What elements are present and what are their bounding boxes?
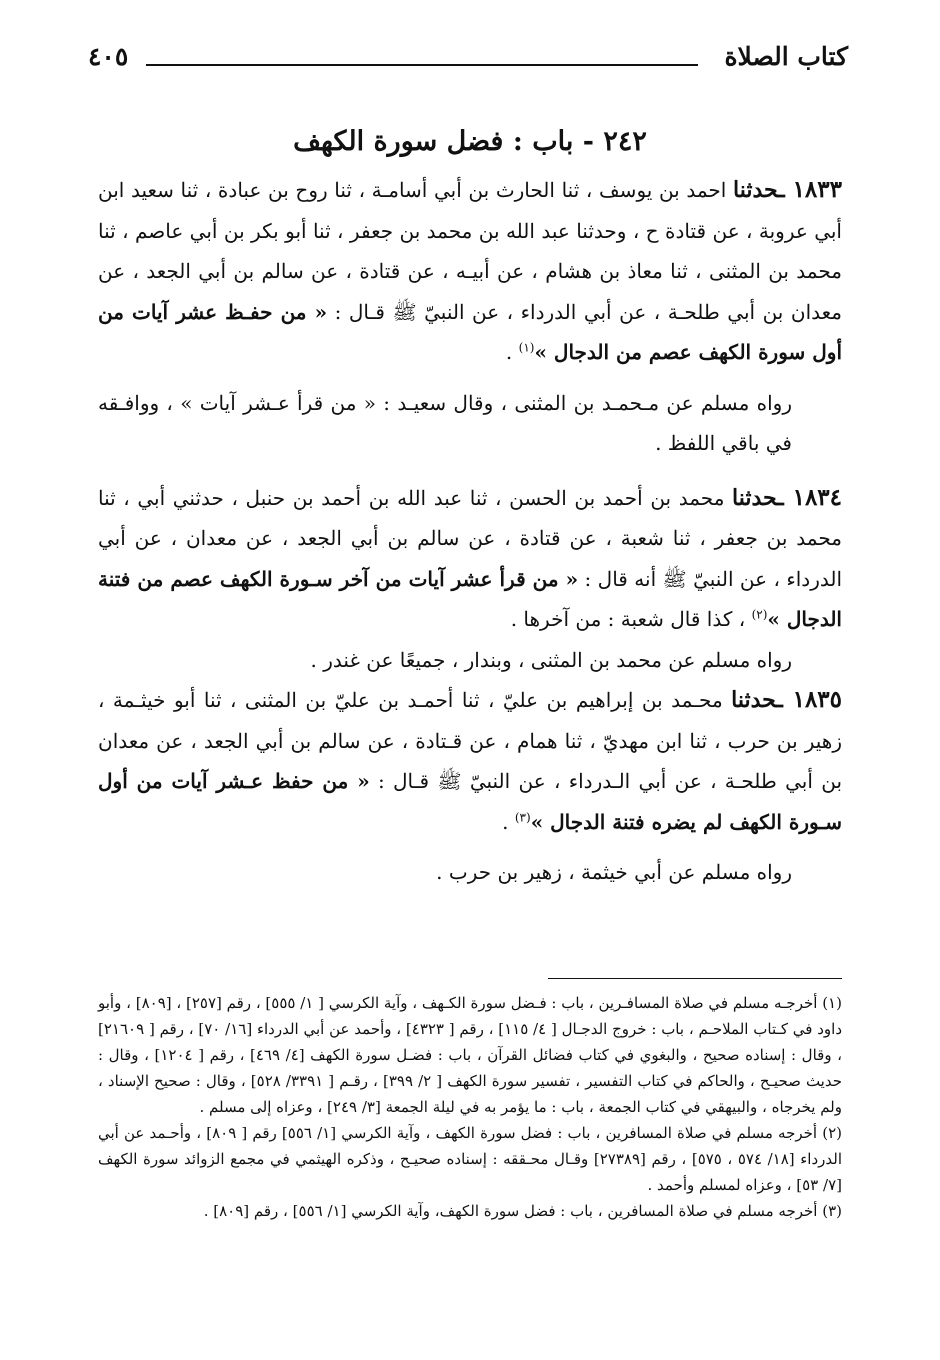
hadith-keyword: حدثنا [731, 687, 777, 713]
header-rule [146, 64, 698, 66]
hadith-text: ١٨٣٤ ـحدثنا محمد بن أحمد بن الحسن ، ثنا عبد الله بن أحمد بن حنبل ، حدثني أبي ، ثنا محمد بن جعفر ، ثنا شعبة ، عن قتادة ، عن سالم بن أبي الجعد ، عن معدان ، عن أبي الدرداء ، عن النبيّ ﷺ أنه قال : « من قرأ عشر آيات من آخر سـورة الكهف عصم من فتنة الدجال »$^{(٢)}$ ، كذا قال شعبة : من آخرها . [98, 483, 843, 631]
hadith-quote: « من حفظ عـشر آيات من أول سـورة الكهف لم يضره فتنة الدجال » [98, 769, 842, 834]
hadith-quote: « من حفـظ عشر آيات من أول سورة الكهف عصم من الدجال » [98, 299, 842, 364]
page-number: ٤٠٥ [88, 42, 129, 71]
hadith-keyword: حدثنا [732, 177, 779, 203]
footnote-ref[interactable]: (١) [518, 340, 535, 355]
riwaya-note: رواه مسلم عن محمد بن المثنى ، وبندار ، جميعًا عن غندر . [310, 647, 792, 672]
footnote-2: (٢) أخرجه مسلم في صلاة المسافرين ، باب : فضل سورة الكهف ، وآية الكرسي [١/ ٥٥٦] رقم [ ٨٠٩] ، وأحـمد عن أبي الدرداء [١٨/ ٥٧٤ ، ٥٧٥] ، رقم [٢٧٣٨٩] وقـال محـققه : إسناده صحيـح ، وذكره الهيثمي في مجمع الزوائد سورة الكهف [٧/ ٥٣] ، وعزاه لمسلم وأحمد . [98, 1124, 843, 1194]
hadith-chain: محمد بن أحمد بن الحسن ، ثنا عبد الله بن أحمد بن حنبل ، حدثني أبي ، ثنا محمد بن جعفر ، ثنا شعبة ، عن قتادة ، عن سالم بن أبي الجعد ، عن معدان ، عن أبي الدرداء ، عن النبيّ ﷺ أنه قال : [98, 485, 843, 591]
hadith-chain: محـمد بن إبراهيم بن عليّ ، ثنا أحمـد بن عليّ بن المثنى ، ثنا أبو خيثـمة ، زهير بن حرب ، ثنا ابن مهديّ ، ثنا همام ، عن قـتادة ، عن سالم بن أبي الجعد ، عن معدان بن أبي طلحـة ، عن أبي الـدرداء ، عن النبيّ ﷺ قـال : [98, 688, 843, 793]
hadith-chain: احمد بن يوسف ، ثنا الحارث بن أبي أسامـة ، ثنا روح بن عبادة ، ثنا سعيد ابن أبي عروبة ، عن قتادة ح ، وحدثنا عبد الله بن محمد بن جعفر ، ثنا أبو بكر بن أبي عاصم ، ثنا محمد بن المثنى ، ثنا معاذ بن هشام ، عن أبيـه ، عن قتادة ، عن سالم بن أبي الجعد ، عن معدان بن أبي طلحـة ، عن أبي الدرداء ، عن النبيّ ﷺ قـال : [98, 178, 842, 324]
hadith-trailer: . [505, 340, 513, 364]
footnote-ref[interactable]: (٢) [751, 607, 768, 622]
hadith-text: ١٨٣٣ ـحدثنا احمد بن يوسف ، ثنا الحارث بن أبي أسامـة ، ثنا روح بن عبادة ، ثنا سعيد ابن أبي عروبة ، عن قتادة ح ، وحدثنا عبد الله بن محمد بن جعفر ، ثنا أبو بكر بن أبي عاصم ، ثنا محمد بن المثنى ، ثنا معاذ بن هشام ، عن أبيـه ، عن قتادة ، عن سالم بن أبي الجعد ، عن معدان بن أبي طلحـة ، عن أبي الدرداء ، عن النبيّ ﷺ قـال : « من حفـظ عشر آيات من أول سورة الكهف عصم من الدجال »$^{(١)}$ . [98, 176, 842, 364]
hadith-block [98, 680, 842, 893]
hadith-quote: « من قرأ عشر آيات من آخر سـورة الكهف عصم من فتنة الدجال » [98, 566, 842, 631]
hadith-block [98, 478, 842, 681]
main-text [98, 170, 842, 893]
hadith-trailer: . [502, 809, 509, 834]
riwaya-note: رواه مسلم عن مـحمـد بن المثنى ، وقال سعيـد : « من قرأ عـشر آيات » ، ووافـقه في باقي اللفظ . [98, 390, 792, 455]
footnote-3: (٣) أخرجه مسلم في صلاة المسافرين ، باب : فضل سورة الكهف، وآية الكرسي [١/ ٥٥٦] ، رقم [٨٠٩] . [203, 1202, 842, 1220]
footnotes [98, 990, 842, 1224]
hadith-text: ١٨٣٥ ـحدثنا محـمد بن إبراهيم بن عليّ ، ثنا أحمـد بن عليّ بن المثنى ، ثنا أبو خيثـمة ، زهير بن حرب ، ثنا ابن مهديّ ، ثنا همام ، عن قـتادة ، عن سالم بن أبي الجعد ، عن معدان بن أبي طلحـة ، عن أبي الـدرداء ، عن النبيّ ﷺ قـال : « من حفظ عـشر آيات من أول سـورة الكهف لم يضره فتنة الدجال »$^{(٣)}$ . [98, 686, 843, 834]
book-title: كتاب الصلاة [724, 42, 848, 71]
riwaya-note: رواه مسلم عن أبي خيثمة ، زهير بن حرب . [436, 860, 792, 884]
hadith-keyword: حدثنا [732, 484, 778, 511]
footnote-rule [548, 978, 842, 979]
footnote-ref[interactable]: (٣) [514, 809, 531, 824]
hadith-block [98, 170, 842, 464]
chapter-title: ٢٤٢ - باب : فضل سورة الكهف [293, 126, 647, 157]
hadith-number: ١٨٣٤ [792, 483, 843, 511]
footnote-1: (١) أخرجـه مسلم في صلاة المسافـرين ، باب : فـضل سورة الكـهف ، وآية الكرسي [ ١/ ٥٥٥] ، رقم [٢٥٧] ، [٨٠٩] ، وأبو داود في كـتاب الملاحـم ، باب : خروج الدجـال [ ٤/ ١١٥] ، رقم [ ٤٣٢٣] ، وأحمد عن أبي الدرداء [١٦/ ٧٠] ، رقم [ ٢١٦٠٩] ، وقال : إسناده صحيح ، والبغوي في كتاب فضائل القرآن ، باب : فضـل سورة الكهف [٤/ ٤٦٩] ، رقم [ ١٢٠٤] ، وقال : حديث صحيـح ، والحاكم في كتاب التفسير ، تفسير سورة الكهف [ ٢/ ٣٩٩] ، رقـم [ ٣٣٩١/ ٥٢٨] ، وقال : صحيح الإسناد ، ولم يخرجاه ، والبيهقي في كتاب الجمعة ، باب : ما يؤمر به في ليلة الجمعة [٣/ ٢٤٩] ، وعزاه إلى مسلم . [98, 994, 843, 1116]
hadith-number: ١٨٣٣ [792, 176, 842, 203]
hadith-trailer: ، كذا قال شعبة : من آخرها . [510, 607, 746, 631]
running-header [88, 28, 848, 78]
hadith-number: ١٨٣٥ [792, 686, 843, 713]
